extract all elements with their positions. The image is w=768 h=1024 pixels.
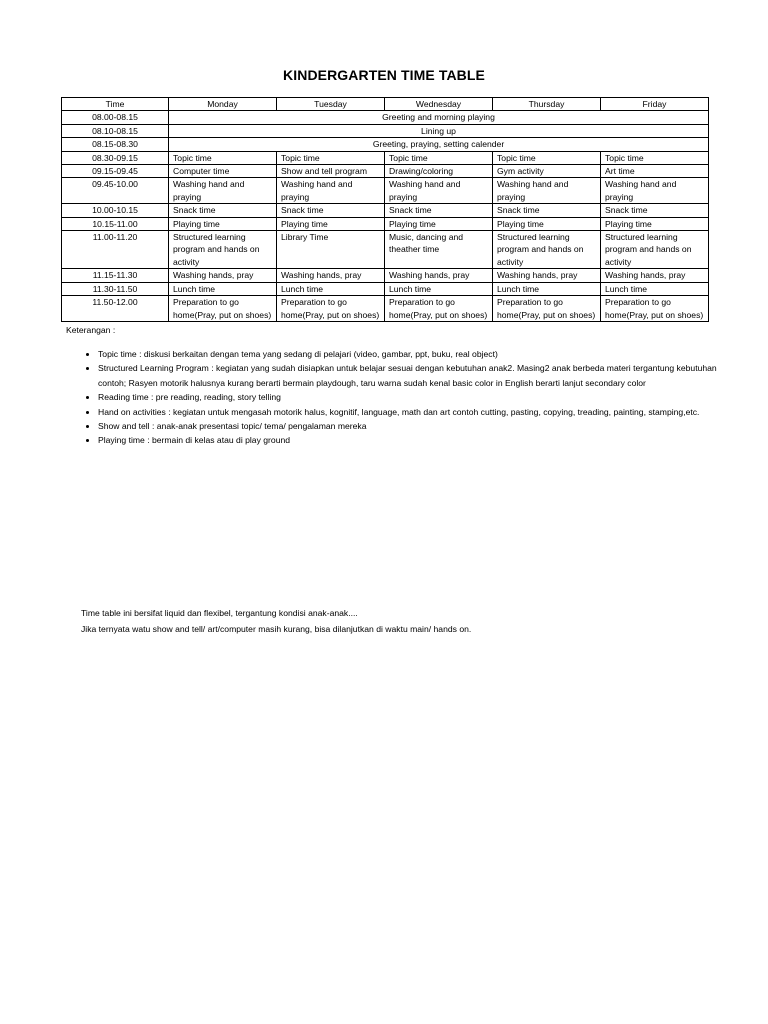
- header-tuesday: Tuesday: [277, 98, 385, 111]
- list-item: • Show and tell : anak-anak presentasi topic/ tema/ pengalaman mereka: [98, 419, 728, 433]
- activity-cell: Art time: [601, 165, 709, 178]
- activity-cell: Lunch time: [493, 282, 601, 295]
- activity-cell: Topic time: [169, 151, 277, 164]
- activity-cell: Preparation to go home(Pray, put on shoes): [277, 296, 385, 322]
- activity-cell: Structured learning program and hands on activity: [493, 231, 601, 269]
- activity-cell: Lunch time: [601, 282, 709, 295]
- activity-cell: Playing time: [385, 217, 493, 230]
- table-row: [62, 204, 709, 217]
- activity-cell: Washing hands, pray: [493, 269, 601, 282]
- header-monday: Monday: [169, 98, 277, 111]
- activity-cell: Structured learning program and hands on activity: [169, 231, 277, 269]
- time-cell: 09.45-10.00: [62, 178, 169, 204]
- page-title: KINDERGARTEN TIME TABLE: [283, 67, 485, 83]
- table-row: [62, 151, 709, 164]
- table-row: [62, 231, 709, 269]
- table-row: [62, 269, 709, 282]
- activity-cell: Washing hands, pray: [385, 269, 493, 282]
- activity-cell: Snack time: [493, 204, 601, 217]
- activity-cell: Snack time: [385, 204, 493, 217]
- activity-cell: Playing time: [277, 217, 385, 230]
- time-cell: 09.15-09.45: [62, 165, 169, 178]
- activity-cell: Preparation to go home(Pray, put on shoes): [385, 296, 493, 322]
- time-cell: 08.00-08.15: [62, 111, 169, 124]
- time-cell: 10.00-10.15: [62, 204, 169, 217]
- activity-cell: Playing time: [169, 217, 277, 230]
- header-wednesday: Wednesday: [385, 98, 493, 111]
- time-cell: 11.00-11.20: [62, 231, 169, 269]
- activity-cell: Washing hand and praying: [601, 178, 709, 204]
- footer-note-line: Jika ternyata watu show and tell/ art/computer masih kurang, bisa dilanjutkan di waktu main/ hands on.: [81, 624, 472, 634]
- merged-activity-cell: Lining up: [169, 124, 709, 137]
- activity-cell: Structured learning program and hands on activity: [601, 231, 709, 269]
- activity-cell: Lunch time: [385, 282, 493, 295]
- activity-cell: Playing time: [601, 217, 709, 230]
- table-row: [62, 296, 709, 322]
- time-cell: 11.15-11.30: [62, 269, 169, 282]
- activity-cell: Library Time: [277, 231, 385, 269]
- header-thursday: Thursday: [493, 98, 601, 111]
- list-item: • Structured Learning Program : kegiatan yang sudah disiapkan untuk belajar sesuai dengan kebutuhan anak2. Masing2 anak berbeda materi tergantung kebutuhan contoh; Rasyen motorik halusnya kurang berarti bermain playdough, taru warna sudah kenal basic color in English berarti lanjut secondary color: [98, 361, 728, 390]
- notes-list: [66, 347, 728, 448]
- time-cell: 08.10-08.15: [62, 124, 169, 137]
- activity-cell: Snack time: [277, 204, 385, 217]
- activity-cell: Topic time: [493, 151, 601, 164]
- merged-activity-cell: Greeting, praying, setting calender: [169, 138, 709, 151]
- activity-cell: Washing hands, pray: [169, 269, 277, 282]
- activity-cell: Computer time: [169, 165, 277, 178]
- activity-cell: Lunch time: [169, 282, 277, 295]
- table-row: [62, 217, 709, 230]
- activity-cell: Washing hands, pray: [601, 269, 709, 282]
- table-row: [62, 165, 709, 178]
- activity-cell: Topic time: [385, 151, 493, 164]
- activity-cell: Washing hand and praying: [493, 178, 601, 204]
- activity-cell: Preparation to go home(Pray, put on shoes): [493, 296, 601, 322]
- activity-cell: Drawing/coloring: [385, 165, 493, 178]
- table-header-row: [62, 98, 709, 111]
- table-row: [62, 178, 709, 204]
- activity-cell: Preparation to go home(Pray, put on shoes): [169, 296, 277, 322]
- table-row: [62, 138, 709, 151]
- list-item: • Topic time : diskusi berkaitan dengan tema yang sedang di pelajari (video, gambar, ppt, buku, real object): [98, 347, 728, 361]
- activity-cell: Preparation to go home(Pray, put on shoes): [601, 296, 709, 322]
- activity-cell: Show and tell program: [277, 165, 385, 178]
- table-row: [62, 282, 709, 295]
- activity-cell: Lunch time: [277, 282, 385, 295]
- activity-cell: Snack time: [169, 204, 277, 217]
- keterangan-label: Keterangan :: [66, 325, 116, 335]
- time-cell: 08.30-09.15: [62, 151, 169, 164]
- header-friday: Friday: [601, 98, 709, 111]
- header-time: Time: [62, 98, 169, 111]
- time-cell: 10.15-11.00: [62, 217, 169, 230]
- table-row: [62, 111, 709, 124]
- activity-cell: Washing hands, pray: [277, 269, 385, 282]
- list-item: • Reading time : pre reading, reading, story telling: [98, 390, 728, 404]
- activity-cell: Topic time: [601, 151, 709, 164]
- merged-activity-cell: Greeting and morning playing: [169, 111, 709, 124]
- activity-cell: Washing hand and praying: [169, 178, 277, 204]
- activity-cell: Playing time: [493, 217, 601, 230]
- list-item: • Playing time : bermain di kelas atau di play ground: [98, 433, 728, 447]
- activity-cell: Gym activity: [493, 165, 601, 178]
- activity-cell: Music, dancing and theather time: [385, 231, 493, 269]
- time-cell: 11.50-12.00: [62, 296, 169, 322]
- time-table: [61, 97, 709, 322]
- activity-cell: Washing hand and praying: [385, 178, 493, 204]
- list-item: • Hand on activities : kegiatan untuk mengasah motorik halus, kognitif, language, math dan art contoh cutting, pasting, copying, treading, painting, stamping,etc.: [98, 405, 728, 419]
- footer-note-line: Time table ini bersifat liquid dan flexibel, tergantung kondisi anak-anak....: [81, 608, 358, 618]
- time-cell: 08.15-08.30: [62, 138, 169, 151]
- time-cell: 11.30-11.50: [62, 282, 169, 295]
- activity-cell: Topic time: [277, 151, 385, 164]
- activity-cell: Snack time: [601, 204, 709, 217]
- table-row: [62, 124, 709, 137]
- activity-cell: Washing hand and praying: [277, 178, 385, 204]
